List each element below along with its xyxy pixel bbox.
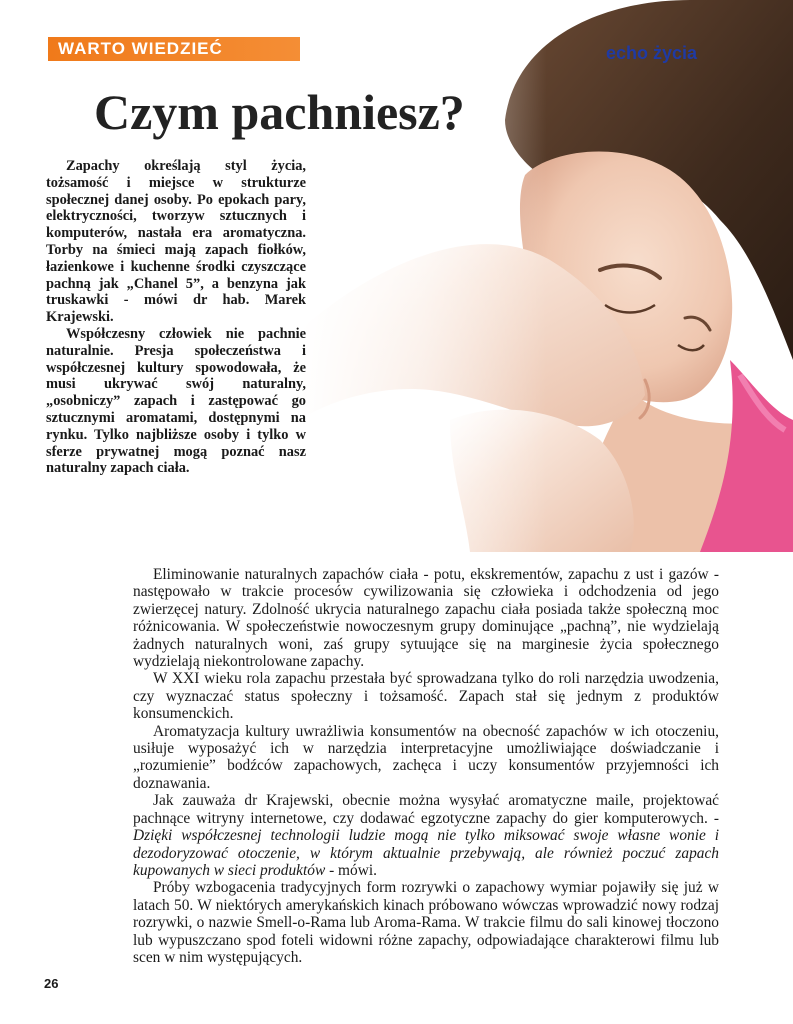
section-label: WARTO WIEDZIEĆ xyxy=(58,39,223,58)
body-paragraph: Aromatyzacja kultury uwrażliwia konsumentów na obecność zapachów w ich otoczeniu, usiłuje wyposażyć ich w narzędzia interpretacyjne umożliwiające doświadczanie i „rozumienie” bodźców zapachowych, zachęca i uczy konsumentów przyjemności ich doznawania. xyxy=(133,722,719,792)
article-title: Czym pachniesz? xyxy=(94,84,465,140)
article-body xyxy=(133,566,719,966)
lead-paragraph: Zapachy określają styl życia, tożsamość i miejsce w strukturze społecznej danej osoby. Po epokach pary, elektryczności, tworzyw sztucznych i komputerów, nastała era aromatyczna. Torby na śmieci mają zapach fiołków, łazienkowe i kuchenne środki czyszczące pachną jak „Chanel 5”, a benzyna jak truskawki - mówi dr hab. Marek Krajewski. xyxy=(46,158,306,326)
body-paragraph: Próby wzbogacenia tradycyjnych form rozrywki o zapachowy wymiar pojawiły się już w latach 50. W niektórych amerykańskich kinach próbowano wówczas wprowadzić nowy rodzaj rozrywki, o nazwie Smell-o-Rama lub Aroma-Rama. W trakcie filmu do sali kinowej tłoczono lub wypuszczano spod foteli widowni różne zapachy, odpowiadające charakterowi filmu lub scen w nim występujących. xyxy=(133,879,719,966)
body-text-span: - mówi. xyxy=(325,861,377,879)
body-paragraph-quote xyxy=(133,792,719,879)
body-text-span: Jak zauważa dr Krajewski, obecnie można wysyłać aromatyczne maile, projektować pachnące witryny internetowe, czy dodawać egzotyczne zapachy do gier komputerowych. - xyxy=(133,792,719,827)
lead-paragraph: Współczesny człowiek nie pachnie naturalnie. Presja społeczeństwa i współczesnej kultury spowodowała, że musi ukrywać swój naturalny, „osobniczy” zapach i zastępować go sztucznymi aromatami, dostępnymi na rynku. Tylko najbliższe osoby i tylko w sferze prywatnej mogą poznać nasz naturalny zapach ciała. xyxy=(46,325,306,477)
magazine-name: echo życia xyxy=(606,43,698,63)
page-number: 26 xyxy=(44,976,59,991)
article-lead xyxy=(46,158,306,477)
quote-text: Dzięki współczesnej technologii ludzie mogą nie tylko miksować swoje własne wonie i dezodoryzować otoczenie, w którym aktualnie przebywają, ale również poczuć zapach kupowanych w sieci produktów xyxy=(133,827,719,879)
body-paragraph: Eliminowanie naturalnych zapachów ciała - potu, ekskrementów, zapachu z ust i gazów - następowało w trakcie procesów cywilizowania się człowieka i odchodzenia od jego zwierzęcej natury. Zdolność ukrycia naturalnego zapachu ciała posiada także społeczną moc różnicowania. W społeczeństwie nowoczesnym grupy dominujące „pachną”, nie wydzielają żadnych naturalnych woni, zaś grupy sytuujące się na marginesie życia społecznego wydzielają niekontrolowane zapachy. xyxy=(133,566,719,671)
body-paragraph: W XXI wieku rola zapachu przestała być sprowadzana tylko do roli narzędzia uwodzenia, czy wyznaczać status społeczny i tożsamość. Zapach stał się jednym z produktów konsumenckich. xyxy=(133,670,719,723)
